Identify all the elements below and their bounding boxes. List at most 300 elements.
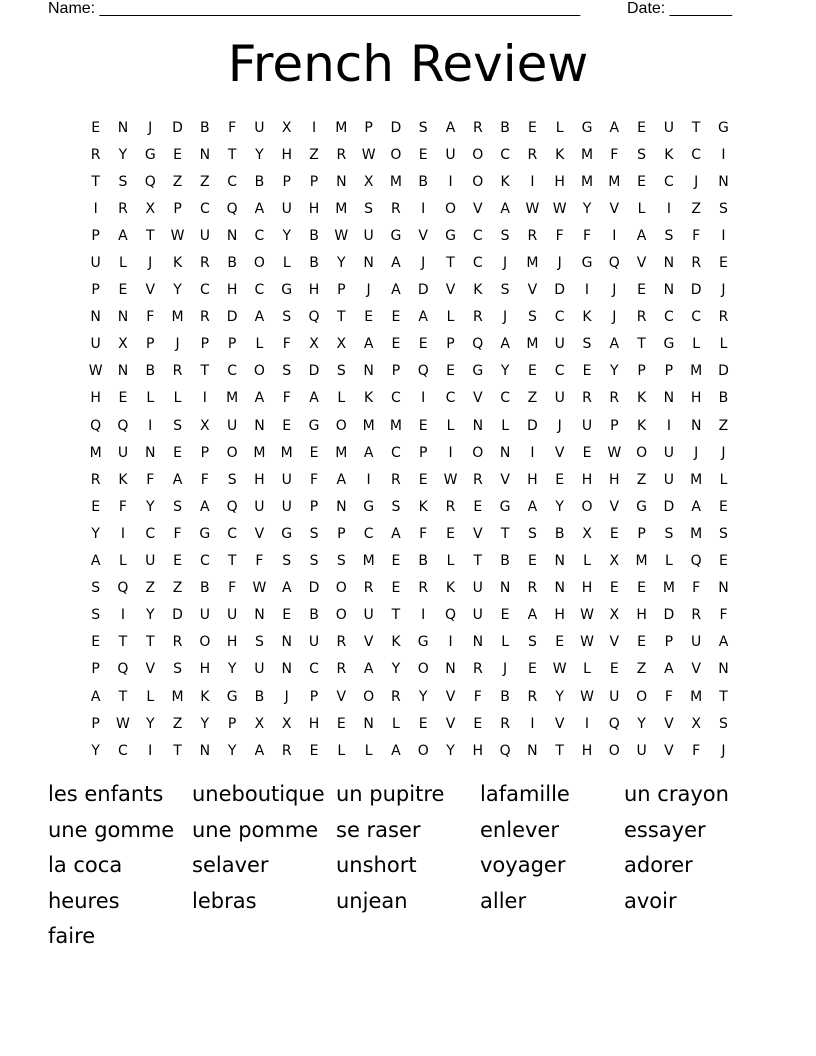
grid-letter[interactable]: A [500, 200, 510, 217]
grid-letter[interactable]: V [664, 715, 674, 732]
grid-letter[interactable]: A [363, 444, 374, 461]
grid-letter[interactable]: Z [527, 390, 538, 407]
grid-letter[interactable]: G [499, 498, 511, 515]
grid-letter[interactable]: O [417, 742, 429, 759]
grid-letter[interactable]: P [391, 363, 401, 380]
grid-letter[interactable]: E [637, 119, 647, 136]
grid-letter[interactable]: S [637, 146, 647, 163]
grid-letter[interactable]: Q [690, 553, 702, 570]
grid-letter[interactable]: N [254, 607, 265, 624]
grid-letter[interactable]: S [336, 553, 346, 570]
grid-letter[interactable]: R [281, 742, 292, 759]
grid-letter[interactable]: G [417, 634, 429, 651]
grid-letter[interactable]: C [554, 363, 565, 380]
grid-letter[interactable]: E [446, 363, 455, 380]
grid-letter[interactable]: V [445, 715, 456, 732]
grid-letter[interactable]: B [254, 173, 265, 190]
grid-letter[interactable]: J [612, 309, 617, 326]
grid-letter[interactable]: X [281, 119, 292, 136]
grid-letter[interactable]: J [503, 661, 508, 678]
grid-letter[interactable]: E [609, 580, 619, 597]
grid-letter[interactable]: I [421, 607, 426, 624]
grid-letter[interactable]: E [582, 444, 592, 461]
grid-letter[interactable]: A [418, 309, 428, 326]
grid-letter[interactable]: E [719, 255, 728, 272]
grid-letter[interactable]: V [145, 282, 156, 299]
grid-letter[interactable]: A [254, 390, 265, 407]
grid-letter[interactable]: I [421, 390, 426, 407]
grid-letter[interactable]: Y [555, 688, 564, 705]
grid-letter[interactable]: R [609, 390, 620, 407]
grid-letter[interactable]: P [418, 444, 428, 461]
grid-letter[interactable]: H [636, 607, 647, 624]
grid-letter[interactable]: N [718, 580, 729, 597]
grid-letter[interactable]: Q [117, 580, 129, 597]
grid-letter[interactable]: B [200, 119, 210, 136]
grid-letter[interactable]: Q [499, 742, 511, 759]
grid-letter[interactable]: Q [472, 336, 484, 353]
grid-letter[interactable]: V [609, 634, 620, 651]
grid-letter[interactable]: L [446, 417, 455, 434]
grid-letter[interactable]: P [91, 282, 100, 299]
grid-letter[interactable]: T [446, 255, 455, 272]
grid-letter[interactable]: I [93, 200, 98, 217]
grid-letter[interactable]: Y [173, 282, 182, 299]
grid-letter[interactable]: N [117, 119, 129, 136]
grid-letter[interactable]: O [472, 146, 484, 163]
grid-letter[interactable]: F [419, 525, 428, 542]
grid-letter[interactable]: S [227, 471, 237, 488]
grid-letter[interactable]: C [254, 282, 265, 299]
grid-letter[interactable]: C [363, 525, 374, 542]
grid-letter[interactable]: M [690, 525, 703, 542]
grid-letter[interactable]: L [173, 390, 182, 407]
grid-letter[interactable]: R [90, 146, 101, 163]
grid-letter[interactable]: A [609, 336, 620, 353]
grid-letter[interactable]: N [117, 363, 129, 380]
grid-letter[interactable]: F [610, 146, 619, 163]
grid-letter[interactable]: Y [637, 715, 646, 732]
grid-letter[interactable]: A [254, 742, 265, 759]
grid-letter[interactable]: U [254, 119, 265, 136]
grid-letter[interactable]: C [663, 173, 674, 190]
grid-letter[interactable]: F [309, 471, 319, 488]
grid-letter[interactable]: V [418, 227, 428, 244]
grid-letter[interactable]: P [282, 173, 291, 190]
grid-letter[interactable]: N [254, 417, 265, 434]
grid-letter[interactable]: A [527, 607, 538, 624]
grid-letter[interactable]: F [228, 580, 237, 597]
grid-letter[interactable]: X [336, 336, 347, 353]
grid-letter[interactable]: X [118, 336, 128, 353]
grid-letter[interactable]: S [500, 282, 510, 299]
grid-letter[interactable]: F [282, 390, 291, 407]
grid-letter[interactable]: P [637, 525, 646, 542]
grid-letter[interactable]: O [253, 255, 265, 272]
grid-letter[interactable]: T [91, 173, 100, 190]
grid-letter[interactable]: G [581, 119, 593, 136]
grid-letter[interactable]: U [281, 471, 292, 488]
grid-letter[interactable]: K [391, 634, 401, 651]
grid-letter[interactable]: A [609, 119, 620, 136]
grid-letter[interactable]: J [148, 119, 153, 136]
grid-letter[interactable]: C [145, 525, 156, 542]
grid-letter[interactable]: N [336, 498, 347, 515]
grid-letter[interactable]: E [527, 119, 537, 136]
grid-letter[interactable]: E [391, 553, 401, 570]
grid-letter[interactable]: Y [145, 715, 155, 732]
grid-letter[interactable]: Y [145, 498, 155, 515]
grid-letter[interactable]: P [200, 444, 210, 461]
grid-letter[interactable]: L [719, 471, 728, 488]
grid-letter[interactable]: W [334, 227, 349, 244]
grid-letter[interactable]: E [309, 444, 319, 461]
grid-letter[interactable]: R [445, 498, 456, 515]
grid-letter[interactable]: N [281, 661, 292, 678]
grid-letter[interactable]: L [501, 634, 509, 651]
grid-letter[interactable]: H [308, 715, 320, 732]
grid-letter[interactable]: Q [226, 498, 238, 515]
grid-letter[interactable]: W [580, 634, 594, 651]
grid-letter[interactable]: N [554, 553, 565, 570]
grid-letter[interactable]: I [120, 607, 126, 624]
grid-letter[interactable]: G [390, 227, 402, 244]
grid-letter[interactable]: M [608, 173, 621, 190]
grid-letter[interactable]: T [173, 742, 182, 759]
grid-letter[interactable]: E [391, 336, 401, 353]
grid-letter[interactable]: R [500, 715, 510, 732]
grid-letter[interactable]: R [199, 255, 210, 272]
grid-letter[interactable]: E [473, 715, 483, 732]
grid-letter[interactable]: K [172, 255, 183, 272]
grid-letter[interactable]: Q [226, 200, 238, 217]
grid-letter[interactable]: N [336, 173, 347, 190]
grid-letter[interactable]: A [363, 661, 374, 678]
grid-letter[interactable]: Z [145, 580, 156, 597]
grid-letter[interactable]: F [255, 553, 264, 570]
grid-letter[interactable]: R [391, 471, 401, 488]
grid-letter[interactable]: G [281, 282, 293, 299]
grid-letter[interactable]: B [309, 255, 319, 272]
grid-letter[interactable]: C [199, 553, 210, 570]
grid-letter[interactable]: E [418, 336, 428, 353]
grid-letter[interactable]: V [554, 715, 565, 732]
grid-letter[interactable]: E [637, 173, 647, 190]
grid-letter[interactable]: V [336, 688, 347, 705]
grid-letter[interactable]: H [308, 282, 320, 299]
grid-letter[interactable]: J [721, 444, 726, 461]
grid-letter[interactable]: J [612, 282, 617, 299]
grid-letter[interactable]: H [90, 390, 101, 407]
grid-letter[interactable]: J [366, 282, 371, 299]
grid-letter[interactable]: I [530, 173, 535, 190]
grid-letter[interactable]: P [364, 119, 373, 136]
grid-letter[interactable]: Y [337, 255, 346, 272]
grid-letter[interactable]: U [554, 390, 565, 407]
grid-letter[interactable]: A [336, 471, 347, 488]
grid-letter[interactable]: O [226, 444, 238, 461]
grid-letter[interactable]: R [172, 634, 183, 651]
grid-letter[interactable]: E [418, 471, 428, 488]
grid-letter[interactable]: P [309, 688, 319, 705]
grid-letter[interactable]: K [555, 146, 565, 163]
grid-letter[interactable]: R [582, 390, 592, 407]
grid-letter[interactable]: E [473, 498, 483, 515]
grid-letter[interactable]: O [417, 661, 429, 678]
grid-letter[interactable]: U [663, 471, 674, 488]
grid-letter[interactable]: R [391, 688, 401, 705]
grid-letter[interactable]: O [472, 173, 484, 190]
grid-letter[interactable]: N [663, 255, 675, 272]
grid-letter[interactable]: A [664, 661, 674, 678]
grid-letter[interactable]: R [418, 580, 429, 597]
grid-letter[interactable]: R [472, 309, 483, 326]
grid-letter[interactable]: C [500, 390, 510, 407]
grid-letter[interactable]: V [145, 661, 156, 678]
grid-letter[interactable]: S [582, 336, 592, 353]
grid-letter[interactable]: G [718, 119, 729, 136]
grid-letter[interactable]: V [445, 688, 456, 705]
grid-letter[interactable]: Q [117, 417, 129, 434]
grid-letter[interactable]: D [172, 119, 183, 136]
grid-letter[interactable]: I [311, 119, 317, 136]
grid-letter[interactable]: Y [391, 661, 401, 678]
grid-letter[interactable]: C [199, 282, 210, 299]
grid-letter[interactable]: N [445, 661, 456, 678]
grid-letter[interactable]: H [581, 742, 593, 759]
grid-letter[interactable]: S [418, 119, 428, 136]
grid-letter[interactable]: F [719, 607, 728, 624]
grid-letter[interactable]: S [173, 498, 182, 515]
grid-letter[interactable]: E [282, 417, 292, 434]
grid-letter[interactable]: D [718, 363, 729, 380]
grid-letter[interactable]: B [418, 553, 429, 570]
grid-letter[interactable]: H [308, 200, 320, 217]
grid-letter[interactable]: Y [582, 200, 592, 217]
grid-letter[interactable]: P [664, 634, 674, 651]
grid-letter[interactable]: N [281, 634, 292, 651]
grid-letter[interactable]: E [173, 146, 182, 163]
grid-letter[interactable]: J [694, 173, 699, 190]
grid-letter[interactable]: C [118, 742, 128, 759]
grid-letter[interactable]: S [91, 580, 101, 597]
grid-letter[interactable]: E [527, 661, 537, 678]
grid-letter[interactable]: G [445, 227, 456, 244]
grid-letter[interactable]: T [227, 553, 237, 570]
grid-letter[interactable]: U [472, 607, 483, 624]
grid-letter[interactable]: L [119, 553, 127, 570]
grid-letter[interactable]: E [719, 553, 728, 570]
grid-letter[interactable]: W [252, 580, 267, 597]
grid-letter[interactable]: Q [144, 173, 156, 190]
grid-letter[interactable]: A [391, 742, 401, 759]
grid-letter[interactable]: B [309, 227, 319, 244]
grid-letter[interactable]: X [691, 715, 701, 732]
grid-letter[interactable]: T [719, 688, 728, 705]
grid-letter[interactable]: D [226, 309, 238, 326]
grid-letter[interactable]: A [254, 200, 265, 217]
grid-letter[interactable]: Y [418, 688, 428, 705]
grid-letter[interactable]: G [199, 525, 211, 542]
grid-letter[interactable]: H [281, 146, 292, 163]
grid-letter[interactable]: C [691, 309, 702, 326]
grid-letter[interactable]: Q [308, 309, 320, 326]
grid-letter[interactable]: U [90, 336, 101, 353]
grid-letter[interactable]: X [145, 200, 156, 217]
grid-letter[interactable]: L [446, 553, 455, 570]
grid-letter[interactable]: O [253, 363, 265, 380]
grid-letter[interactable]: P [664, 363, 674, 380]
grid-letter[interactable]: V [363, 634, 374, 651]
grid-letter[interactable]: P [309, 173, 319, 190]
grid-letter[interactable]: P [173, 200, 182, 217]
grid-letter[interactable]: F [692, 227, 701, 244]
grid-letter[interactable]: L [692, 336, 701, 353]
grid-letter[interactable]: A [172, 471, 183, 488]
grid-letter[interactable]: H [609, 471, 620, 488]
grid-letter[interactable]: M [580, 173, 594, 190]
grid-letter[interactable]: O [636, 688, 648, 705]
grid-letter[interactable]: L [337, 390, 346, 407]
grid-letter[interactable]: I [148, 742, 153, 759]
grid-letter[interactable]: O [335, 607, 347, 624]
grid-letter[interactable]: L [583, 661, 591, 678]
grid-letter[interactable]: T [473, 553, 483, 570]
grid-letter[interactable]: Z [718, 417, 729, 434]
grid-letter[interactable]: N [90, 309, 101, 326]
grid-letter[interactable]: C [254, 227, 265, 244]
grid-letter[interactable]: Y [227, 742, 237, 759]
grid-letter[interactable]: G [308, 417, 320, 434]
grid-letter[interactable]: S [719, 715, 728, 732]
grid-letter[interactable]: S [364, 200, 374, 217]
grid-letter[interactable]: K [200, 688, 210, 705]
grid-letter[interactable]: B [500, 688, 510, 705]
grid-letter[interactable]: C [227, 173, 238, 190]
grid-letter[interactable]: P [337, 282, 346, 299]
grid-letter[interactable]: P [610, 417, 619, 434]
grid-letter[interactable]: B [718, 390, 729, 407]
grid-letter[interactable]: U [609, 688, 620, 705]
grid-letter[interactable]: N [199, 742, 211, 759]
grid-letter[interactable]: T [391, 607, 401, 624]
grid-letter[interactable]: S [282, 309, 292, 326]
grid-letter[interactable]: Q [608, 715, 620, 732]
grid-letter[interactable]: L [337, 742, 346, 759]
grid-letter[interactable]: J [175, 336, 180, 353]
grid-letter[interactable]: R [336, 661, 347, 678]
grid-letter[interactable]: N [527, 742, 538, 759]
grid-letter[interactable]: C [554, 309, 565, 326]
grid-letter[interactable]: K [473, 282, 483, 299]
grid-letter[interactable]: A [391, 255, 401, 272]
grid-letter[interactable]: R [363, 580, 374, 597]
grid-letter[interactable]: A [691, 498, 701, 515]
grid-letter[interactable]: U [663, 119, 674, 136]
grid-letter[interactable]: O [472, 444, 484, 461]
grid-letter[interactable]: O [335, 580, 347, 597]
grid-letter[interactable]: K [500, 173, 510, 190]
grid-letter[interactable]: O [199, 634, 211, 651]
grid-letter[interactable]: T [691, 119, 701, 136]
grid-letter[interactable]: S [309, 525, 319, 542]
grid-letter[interactable]: N [554, 580, 565, 597]
grid-letter[interactable]: U [363, 607, 374, 624]
grid-letter[interactable]: X [363, 173, 374, 190]
grid-letter[interactable]: A [200, 498, 210, 515]
grid-letter[interactable]: M [171, 688, 184, 705]
grid-letter[interactable]: N [718, 173, 729, 190]
grid-letter[interactable]: Y [145, 607, 155, 624]
grid-letter[interactable]: O [363, 688, 375, 705]
grid-letter[interactable]: M [171, 309, 184, 326]
grid-letter[interactable]: N [363, 715, 374, 732]
grid-letter[interactable]: H [226, 634, 238, 651]
grid-letter[interactable]: H [690, 390, 702, 407]
grid-letter[interactable]: C [445, 390, 456, 407]
grid-letter[interactable]: L [501, 417, 509, 434]
grid-letter[interactable]: I [202, 390, 207, 407]
grid-letter[interactable]: P [637, 363, 646, 380]
grid-letter[interactable]: J [557, 417, 562, 434]
grid-letter[interactable]: S [309, 553, 319, 570]
grid-letter[interactable]: L [255, 336, 264, 353]
grid-letter[interactable]: Q [608, 255, 620, 272]
grid-letter[interactable]: Z [172, 715, 183, 732]
grid-letter[interactable]: E [582, 363, 592, 380]
grid-letter[interactable]: U [281, 200, 292, 217]
grid-letter[interactable]: U [145, 553, 156, 570]
grid-letter[interactable]: G [281, 525, 293, 542]
grid-letter[interactable]: F [473, 688, 482, 705]
grid-letter[interactable]: H [199, 661, 211, 678]
grid-letter[interactable]: R [636, 309, 647, 326]
grid-letter[interactable]: L [446, 309, 455, 326]
grid-letter[interactable]: H [581, 471, 593, 488]
grid-letter[interactable]: B [200, 580, 210, 597]
grid-letter[interactable]: R [718, 309, 729, 326]
grid-letter[interactable]: N [145, 444, 156, 461]
grid-letter[interactable]: S [118, 173, 128, 190]
grid-letter[interactable]: I [148, 417, 153, 434]
grid-letter[interactable]: I [120, 525, 126, 542]
grid-letter[interactable]: N [199, 146, 211, 163]
grid-letter[interactable]: R [527, 227, 538, 244]
grid-letter[interactable]: S [719, 200, 728, 217]
grid-letter[interactable]: H [554, 607, 565, 624]
grid-letter[interactable]: M [635, 553, 648, 570]
grid-letter[interactable]: F [228, 119, 237, 136]
grid-letter[interactable]: K [582, 309, 592, 326]
grid-letter[interactable]: S [173, 661, 182, 678]
grid-letter[interactable]: F [200, 471, 209, 488]
grid-letter[interactable]: E [418, 715, 428, 732]
grid-letter[interactable]: P [446, 336, 455, 353]
grid-letter[interactable]: D [308, 363, 320, 380]
grid-letter[interactable]: J [694, 444, 699, 461]
grid-letter[interactable]: O [444, 200, 457, 217]
grid-letter[interactable]: S [719, 525, 728, 542]
grid-letter[interactable]: M [362, 553, 375, 570]
grid-letter[interactable]: E [637, 580, 647, 597]
grid-letter[interactable]: Q [117, 661, 129, 678]
grid-letter[interactable]: K [664, 146, 674, 163]
grid-letter[interactable]: M [526, 336, 539, 353]
grid-letter[interactable]: M [226, 390, 239, 407]
grid-letter[interactable]: U [227, 607, 238, 624]
grid-letter[interactable]: S [664, 525, 674, 542]
grid-letter[interactable]: X [200, 417, 210, 434]
